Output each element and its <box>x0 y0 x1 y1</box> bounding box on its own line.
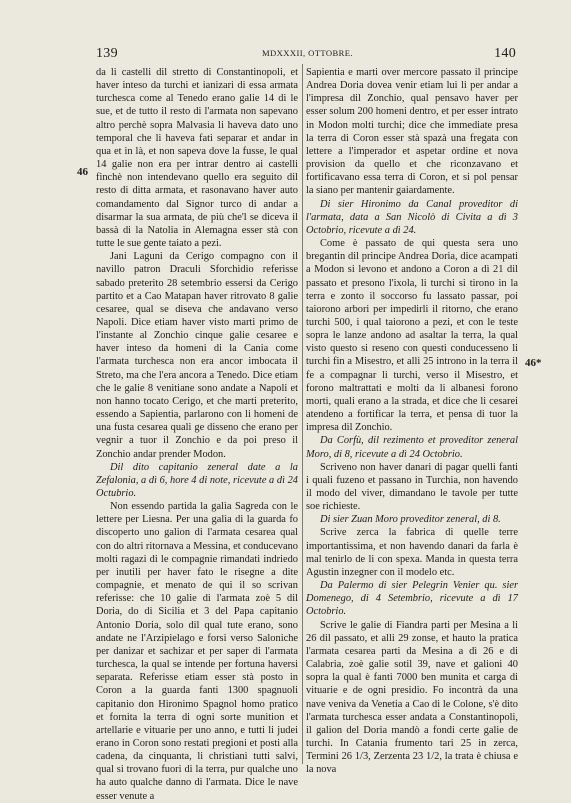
left-column <box>96 66 298 803</box>
paragraph: Jani Laguni da Cerigo compagno con il navillo patron Draculi Sforchidio referisse sabado preterito 28 setembrio essersi da Cerigo partito et a Cao Matapan haver ritrovato 8 galie cesaree, qual se diseva che andavano verso Napoli. Dice etiam haver visto marti primo de l'instante al Zonchio cinque galie cesaree e haver inteso da homeni di la Cania come l'armata turchesca non era ancor imbocata il Streto, ma che l'era ancora a Tenedo. Dice etiam che le galie 8 venitiane sono andate a Napoli et non hanno tocato Cerigo, et che marti preterito, essendo a Sapientia, parlarono con li homeni de una fusta cesarea quali ge disseno che erano per vegnir a tuor il Zonchio e da poi preso il Zonchio andar prender Modon. <box>96 251 298 460</box>
page-number-left: 139 <box>96 46 118 61</box>
margin-note-right: 46* <box>525 357 542 369</box>
running-title: MDXXXII, OTTOBRE. <box>262 48 353 58</box>
right-column <box>306 66 518 776</box>
letter-heading-text: Dil dito capitanio zeneral date a la Zefalonia, a dì 6, hore 4 di note, ricevute a dì 24 Octubrio. <box>96 461 298 499</box>
letter-heading-text: Da Corfù, dil rezimento et proveditor zeneral Moro, di 8, ricevute a dì 24 Octobrio. <box>306 435 518 460</box>
letter-heading <box>306 579 518 618</box>
paragraph: Come è passato de qui questa sera uno bregantin dil principe Andrea Doria, dice acampati a Modon si levono et andono a Coron a dì 21 dil passato et presono l'ixola, li turchi si tirono in la terra e zonto il soccorso fu lassato passar, poi taiorono arbori per impedirli il ritorno, che erano turchi 500, i qual taiorono a pezi, et con le teste sopra le lanze andono ad asaltar la terra, la qual visto questo si reseno con questi conducesseno li turchi fin a Misestro, et alli 25 introno in la terra il fe a compagnar li turchi, verso il Misestro, et forono maltrattati e molti da li albanesi forono morti, quali erano a la strada, et dice che li cesarei atendeno a fortificar la terra, et pensa di tuor la impresa dil Zonchio. <box>306 238 518 434</box>
paragraph: Scrive zerca la fabrica di quelle terre importantissima, et non havendo danari da farla è mal tenirlo de li con spexa. Manda in questa terra Agustin inzegner con il modelo etc. <box>306 527 518 578</box>
letter-heading <box>96 461 298 500</box>
letter-heading-text: Di sier Zuan Moro proveditor zeneral, di 8. <box>320 514 501 526</box>
paragraph: Scriveno non haver danari di pagar quelli fanti i quali fuzeno et passano in Turchia, non havendo il modo del viver, dimandano le tavole per tutte soe richieste. <box>306 461 518 513</box>
column-divider <box>302 64 303 764</box>
page-header <box>96 46 516 62</box>
page-number-right: 140 <box>494 46 516 61</box>
paragraph: da li castelli dil stretto di Constantinopoli, et haver inteso da turchi et ianizari di essa armata turchesca come al Tenedo erano galie 14 di le sue, et de tutto il resto di l'armata non sapevano altro perchè sopra Malvasia li haveva dato uno temporal che li haveva fati separar et andar in qua et in là, et non sapeva dove la fusse, le qual 14 galie non era per intrar dentro ai castelli finchè non intendevano quello era seguito dil resto di ditta armata, et rasonavano haver auto comandamento dal Signor turco di andar a disarmar la sua armata, de più che'l se diceva il bassà di la Natolia in Alemagna esser stà con tutte le sue gente taiato a pezi. <box>96 67 298 250</box>
paragraph: Scrive le galie di Fiandra parti per Mesina a li 26 dil passato, et alli 29 zonse, et hauto la pratica l'armata cesarea parti da Mesina a dì 26 e di Calabria, zoè galie sotil 39, nave et galioni 40 sopra la qual è fanti 7000 ben munita et carga di vituarie e de ogni presidio. Fo incontrà da una nave veniva da Venetia a Cao di le Colone, s'è dito l'armata turchesca esser andata a Constantinopoli, il galion del Doria mandò a fondi certe galie de turchi. In Catania frumento tari 25 in zerca, Termini 26 1/3, Zerzenta 23 1/2, la trata è chiusa e la nova <box>306 619 518 776</box>
paragraph: Non essendo partida la galìa Sagreda con le lettere per Liesna. Per una galìa di la guarda fo discoperto uno galion di l'armata cesarea qual con do altri ritornava a Messina, et conducevano molti ragazi di le compagnie rimandati indriedo per inutili per haver fato le risegne a dite compagnie, et menato de qui il so scrivan referisse: che 10 galie di l'armata zoè 5 dil Doria, do di Sicilia et 3 del Papa capitanio Antonio Doria, solo dil qual tute erano, sono andate ne l'Arzipielago e forsi verso Saloniche per danizar et sachizar et per saper di l'armata turchesca, la qual se intende per fortuna haversi separata. Referisse etiam esser stà posto in Coron a la guarda fanti 1300 spagnuoli capitanio don Hironimo Spagnol homo pratico et fornita la terra di ogni sorte munition et artellarie e vituarie per uno anno, e tutti li judei erano in Coron sono restati pregioni et posti alla cadena, da cinquanta, li christiani tutti salvi, qual si trovano fuori di la terra, pur qualche uno ha auto qualche danno di l'armata. Dice le nave esser venute a <box>96 501 298 802</box>
margin-note-left: 46 <box>77 166 88 178</box>
letter-heading-text: Da Palermo di sier Pelegrin Venier qu. sier Domenego, di 4 Setembrio, ricevute a dì 17 Octobrio. <box>306 580 518 618</box>
letter-heading <box>306 198 518 237</box>
letter-heading <box>306 513 518 526</box>
letter-heading <box>306 434 518 460</box>
letter-heading-text: Di sier Hironimo da Canal proveditor di l'armata, data a San Nicolò di Civita a dì 3 Octobrio, ricevute a dì 24. <box>306 198 518 236</box>
paragraph: Sapientia e marti over mercore passato il principe Andrea Doria dovea venir etiam lui li per andar a l'impresa dil Zonchio, qual pensavo haver per esser solum 200 homeni dentro, et per esser intrato in Modon molti turchi; dice che immediate presa la terra di Coron esser stà spazà una fregata con lettere a l'imperador et aspetar ordine et nova provision da quello et che riconzavano et fortificavano essa terra di Coron, et si pol pensar la siano per mantenir gaiardamente. <box>306 67 518 197</box>
